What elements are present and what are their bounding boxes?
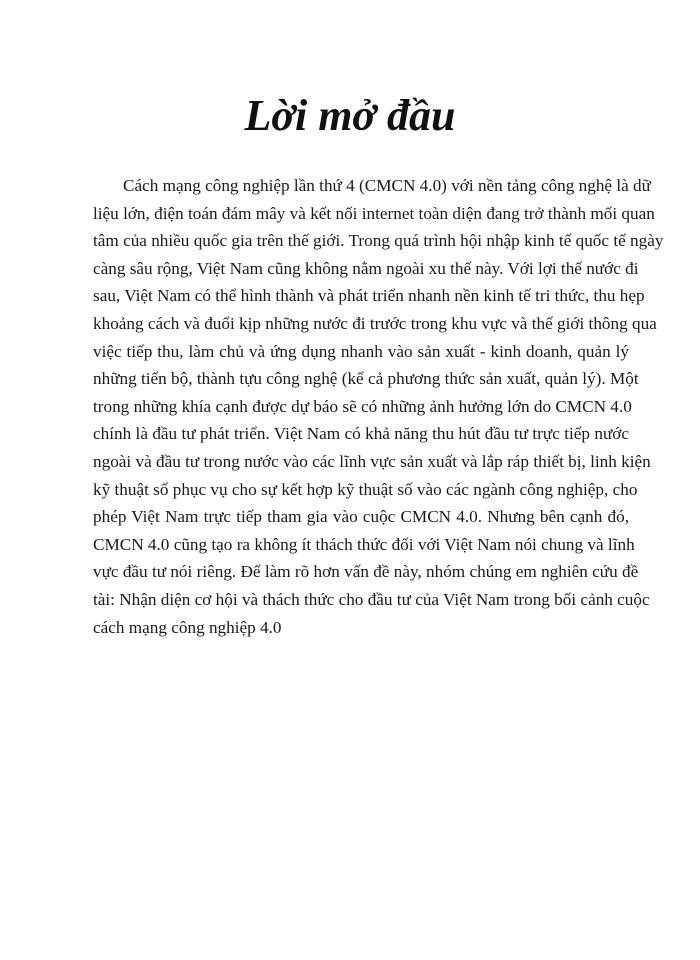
paragraph-line: những tiến bộ, thành tựu công nghệ (kể cả phương thức sản xuất, quản lý). Một <box>93 369 639 389</box>
paragraph-line: chính là đầu tư phát triển. Việt Nam có khả năng thu hút đầu tư trực tiếp nước <box>93 424 629 444</box>
paragraph-line: trong những khía cạnh được dự báo sẽ có những ảnh hưởng lớn do CMCN 4.0 <box>93 396 632 416</box>
paragraph-line: vực đầu tư nói riêng. Để làm rõ hơn vấn đề này, nhóm chúng em nghiên cứu đề <box>93 562 639 582</box>
paragraph-line: phép Việt Nam trực tiếp tham gia vào cuộc CMCN 4.0. Nhưng bên cạnh đó, <box>93 507 629 527</box>
paragraph-line: tài: Nhận diện cơ hội và thách thức cho đầu tư của Việt Nam trong bối cảnh cuộc <box>93 589 650 609</box>
paragraph-line: ngoài và đầu tư trong nước vào các lĩnh vực sản xuất và lắp ráp thiết bị, linh kiện <box>93 451 651 471</box>
paragraph-line: kỹ thuật số phục vụ cho sự kết hợp kỹ thuật số vào các ngành công nghiệp, cho <box>93 479 638 499</box>
paragraph-line: CMCN 4.0 cũng tạo ra không ít thách thức đối với Việt Nam nói chung và lĩnh <box>93 534 635 554</box>
paragraph-line: càng sâu rộng, Việt Nam cũng không nằm ngoài xu thế này. Với lợi thế nước đi <box>93 258 639 278</box>
paragraph-line: việc tiếp thu, làm chủ và ứng dụng nhanh vào sản xuất - kinh doanh, quản lý <box>93 341 629 361</box>
intro-paragraph <box>93 172 664 641</box>
paragraph-line: tâm của nhiều quốc gia trên thế giới. Trong quá trình hội nhập kinh tế quốc tế ngày <box>93 231 664 251</box>
paragraph-line: cách mạng công nghiệp 4.0 <box>93 617 282 637</box>
page-title: Lời mở đầu <box>244 91 456 140</box>
paragraph-line: sau, Việt Nam có thể hình thành và phát triển nhanh nền kinh tế tri thức, thu hẹp <box>93 286 645 306</box>
paragraph-line: liệu lớn, điện toán đám mây và kết nối internet toàn diện đang trở thành mối quan <box>93 203 655 223</box>
paragraph-line: Cách mạng công nghiệp lần thứ 4 (CMCN 4.0) với nền tảng công nghệ là dữ <box>123 176 651 195</box>
paragraph-line: khoảng cách và đuổi kịp những nước đi trước trong khu vực và thế giới thông qua <box>93 313 657 333</box>
